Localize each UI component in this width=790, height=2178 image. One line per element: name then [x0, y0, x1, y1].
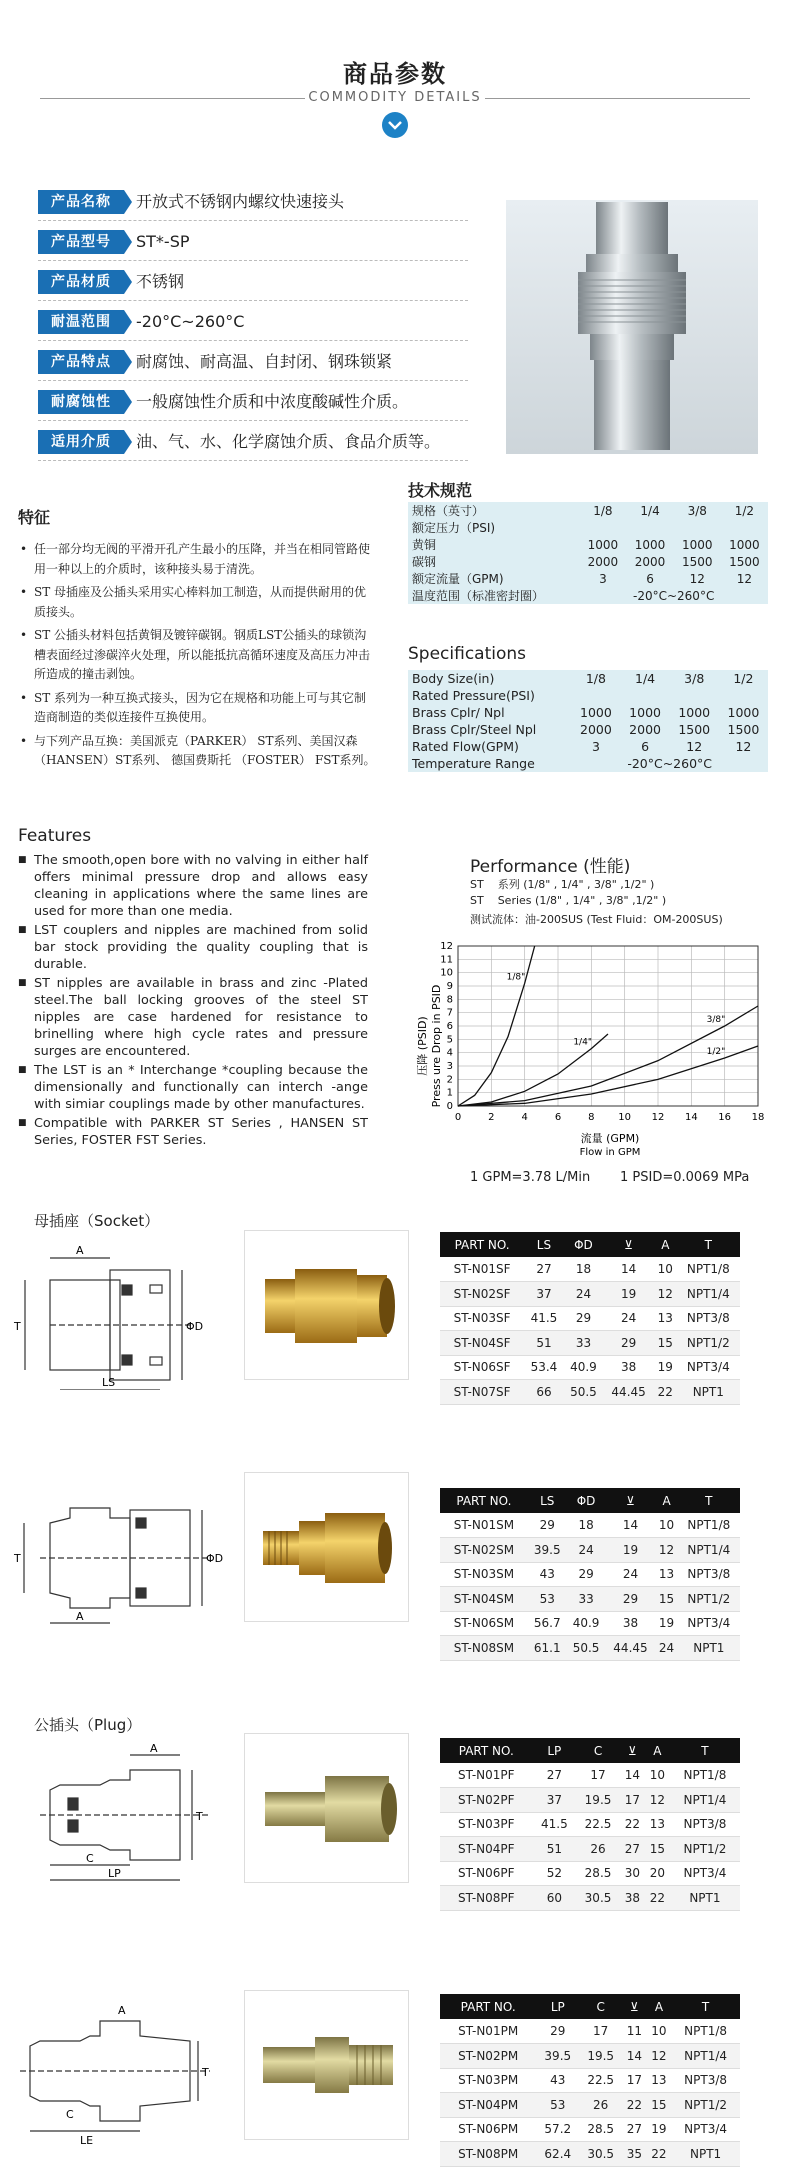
table-row [440, 2142, 740, 2167]
table-cell: 38 [603, 1355, 654, 1380]
table-cell: 22 [647, 2142, 672, 2167]
list-item: ■ The LST is an * Interchange *coupling because the dimensionally and functionally can interch -ange with simiar couplings made by other manufactures. [18, 1062, 368, 1113]
table-cell: 40.9 [564, 1355, 604, 1380]
table-cell: 37 [524, 1282, 564, 1307]
socket-section-title: 母插座（Socket） [34, 1212, 160, 1230]
info-tag-media: 适用介质 [38, 430, 124, 454]
plug-female-table: PART NO. LP C ⊻ A T ST-N01PF 27 17 14 10 NPT1/8 ST-N02PF 37 19.5 17 12 NPT1/4 ST-N03PF 41.5 22.5 22 13 NPT3/8 ST-N04PF 51 26 27 15 NPT1/2 ST-N06PF 52 28.5 30 20 NPT3/4 ST-N08PF 60 30.5 38 22 NPT1 [440, 1738, 740, 1911]
table-cell: ST-N01PF [440, 1763, 533, 1788]
table-cell: NPT1/8 [678, 1513, 740, 1538]
table-cell: 22.5 [576, 1812, 620, 1837]
list-item: • 与下列产品互换：美国派克（PARKER） ST系列、美国汉森 （HANSEN）ST系列、 德国费斯托 （FOSTER） FST系列。 [18, 732, 378, 771]
socket-female-drawing [10, 1240, 240, 1390]
table-cell: 22 [645, 1886, 670, 1911]
table-row [440, 1788, 740, 1813]
chart-ylabel-cn: 压降 (PSID) [416, 1016, 429, 1076]
table-cell: 12 [647, 2044, 672, 2069]
table-cell: 13 [645, 1812, 670, 1837]
features-en-title: Features [18, 826, 92, 846]
socket-female-table: PART NO. LS ΦD ⊻ A T ST-N01SF 27 18 14 10 NPT1/8 ST-N02SF 37 24 19 12 NPT1/4 ST-N03SF 41.5 29 24 13 NPT3/8 ST-N04SF 51 33 29 15 NPT1/2 ST-N06SF 53.4 40.9 38 19 NPT3/4 ST-N07SF 66 50.5 44.45 22 NPT1 [440, 1232, 740, 1405]
chevron-down-icon [382, 112, 408, 138]
svg-text:ΦD: ΦD [186, 1320, 204, 1333]
x-tick-label: 14 [684, 1112, 698, 1123]
table-cell: NPT1/4 [678, 1538, 740, 1563]
table-cell: NPT1 [671, 2142, 740, 2167]
series-label: 3/8" [706, 1015, 726, 1025]
info-tag-material: 产品材质 [38, 270, 124, 294]
spec-cn-table: 规格（英寸） 1/8 1/4 3/8 1/2 额定压力（PSI) 黄铜 1000 1000 1000 1000 碳钢 2000 2000 1500 1500 额定流量（GPM) 3 6 12 12 温度范围（标准密封圈） -20°C~260°C [408, 502, 768, 604]
table-cell: 22.5 [579, 2068, 622, 2093]
table-cell: NPT1/8 [671, 2019, 740, 2044]
table-row [440, 1763, 740, 1788]
series-label: 1/4" [573, 1037, 592, 1048]
table-cell: 13 [655, 1562, 677, 1587]
table-cell: NPT3/4 [671, 2117, 740, 2142]
table-row [440, 1587, 740, 1612]
table-cell: 15 [654, 1331, 677, 1356]
socket-male-drawing [10, 1478, 240, 1628]
plug-male-table: PART NO. LP C ⊻ A T ST-N01PM 29 17 11 10 NPT1/8 ST-N02PM 39.5 19.5 14 12 NPT1/4 ST-N03PM 43 22.5 17 13 NPT3/8 ST-N04PM 53 26 22 15 NPT1/2 ST-N06PM 57.2 28.5 27 19 NPT3/4 ST-N08PM 62.4 30.5 35 22 NPT1 [440, 1994, 740, 2167]
table-cell: NPT1/2 [671, 2093, 740, 2118]
list-item: ■ LST couplers and nipples are machined from solid bar stock providing the quality coupling that is durable. [18, 922, 368, 973]
table-cell: 17 [620, 1788, 645, 1813]
table-cell: 30 [620, 1861, 645, 1886]
table-cell: 10 [654, 1257, 677, 1282]
series-label: 1/2" [706, 1047, 726, 1057]
x-tick-label: 2 [488, 1112, 495, 1123]
table-row [440, 1837, 740, 1862]
socket-male-table: PART NO. LS ΦD ⊻ A T ST-N01SM 29 18 14 10 NPT1/8 ST-N02SM 39.5 24 19 12 NPT1/4 ST-N03SM 43 29 24 13 NPT3/8 ST-N04SM 53 33 29 15 NPT1/2 ST-N06SM 56.7 40.9 38 19 NPT3/4 ST-N08SM 61.1 50.5 44.45 24 NPT1 [440, 1488, 740, 1661]
table-row [440, 1861, 740, 1886]
table-cell: 52 [533, 1861, 577, 1886]
list-item: ■ The smooth,open bore with no valving in either half offers minimal pressure drop and allows easy cleaning in applications where the same lines are used for more than one media. [18, 852, 368, 920]
table-cell: 53.4 [524, 1355, 564, 1380]
table-cell: 19 [603, 1282, 654, 1307]
x-tick-label: 4 [521, 1112, 528, 1123]
series-label: 1/8" [506, 972, 526, 983]
table-cell: 15 [647, 2093, 672, 2118]
table-row [440, 1886, 740, 1911]
table-cell: 28.5 [579, 2117, 622, 2142]
table-cell: 15 [655, 1587, 677, 1612]
table-row [440, 1538, 740, 1563]
table-cell: 27 [620, 1837, 645, 1862]
table-cell: 28.5 [576, 1861, 620, 1886]
table-cell: NPT1 [677, 1380, 740, 1405]
table-cell: NPT1/4 [677, 1282, 740, 1307]
svg-text:A: A [118, 2004, 126, 2017]
table-cell: 26 [579, 2093, 622, 2118]
svg-text:T: T [14, 1320, 21, 1333]
table-cell: ST-N07SF [440, 1380, 524, 1405]
table-row [440, 1331, 740, 1356]
table-cell: ST-N06PM [440, 2117, 536, 2142]
x-tick-label: 18 [751, 1112, 765, 1123]
y-tick-label: 6 [446, 1021, 453, 1032]
table-cell: ST-N06SM [440, 1611, 528, 1636]
table-cell: 30.5 [576, 1886, 620, 1911]
plug-male-drawing [10, 1996, 240, 2146]
info-value-temp: -20°C~260°C [136, 312, 245, 331]
table-cell: 51 [524, 1331, 564, 1356]
table-cell: NPT1/2 [670, 1837, 740, 1862]
table-cell: ST-N03PF [440, 1812, 533, 1837]
table-cell: 19 [655, 1611, 677, 1636]
info-tag-temp: 耐温范围 [38, 310, 124, 334]
table-cell: ST-N01PM [440, 2019, 536, 2044]
table-row [440, 1282, 740, 1307]
y-tick-label: 3 [446, 1061, 453, 1072]
table-cell: 44.45 [606, 1636, 656, 1661]
table-cell: 27 [533, 1763, 577, 1788]
product-photo [506, 200, 758, 454]
table-cell: 24 [606, 1562, 656, 1587]
table-row [440, 1380, 740, 1405]
table-cell: 41.5 [524, 1306, 564, 1331]
table-cell: NPT3/8 [678, 1562, 740, 1587]
info-tag-features: 产品特点 [38, 350, 124, 374]
table-cell: 60 [533, 1886, 577, 1911]
divider [38, 380, 468, 381]
table-cell: 27 [524, 1257, 564, 1282]
table-cell: 53 [536, 2093, 579, 2118]
table-cell: 30.5 [579, 2142, 622, 2167]
svg-text:LS: LS [102, 1376, 116, 1389]
table-cell: 11 [622, 2019, 647, 2044]
socket-female-photo [244, 1230, 409, 1380]
svg-text:C: C [66, 2108, 74, 2121]
table-cell: NPT3/4 [678, 1611, 740, 1636]
table-cell: ST-N03SF [440, 1306, 524, 1331]
table-cell: NPT1/2 [677, 1331, 740, 1356]
info-tag-corrosion: 耐腐蚀性 [38, 390, 124, 414]
table-row [440, 2044, 740, 2069]
table-cell: 15 [645, 1837, 670, 1862]
plug-section-title: 公插头（Plug） [34, 1716, 142, 1734]
plug-female-photo [244, 1733, 409, 1883]
table-cell: 10 [655, 1513, 677, 1538]
table-cell: 20 [645, 1861, 670, 1886]
x-tick-label: 6 [554, 1112, 562, 1123]
features-en-list [18, 852, 368, 1151]
y-tick-label: 12 [440, 941, 453, 952]
chart-xlabel-cn: 流量 (GPM) [580, 1132, 640, 1145]
table-cell: 19 [606, 1538, 656, 1563]
performance-line1: ST 系列 (1/8" , 1/4" , 3/8" ,1/2" ) [470, 878, 655, 891]
table-cell: 12 [654, 1282, 677, 1307]
table-cell: 29 [603, 1331, 654, 1356]
y-tick-label: 11 [440, 954, 453, 966]
info-value-model: ST*-SP [136, 232, 190, 251]
table-cell: 18 [564, 1257, 604, 1282]
plug-male-photo [244, 1990, 409, 2140]
info-value-name: 开放式不锈钢内螺纹快速接头 [136, 192, 345, 211]
table-cell: 17 [576, 1763, 620, 1788]
table-cell: 12 [645, 1788, 670, 1813]
x-tick-label: 0 [454, 1112, 462, 1123]
table-cell: 18 [567, 1513, 606, 1538]
table-cell: 39.5 [536, 2044, 579, 2069]
x-tick-label: 8 [588, 1112, 595, 1123]
table-cell: 39.5 [528, 1538, 567, 1563]
table-cell: 22 [620, 1812, 645, 1837]
table-cell: NPT1/8 [677, 1257, 740, 1282]
table-cell: ST-N04SM [440, 1587, 528, 1612]
table-cell: 53 [528, 1587, 567, 1612]
table-cell: ST-N06PF [440, 1861, 533, 1886]
table-cell: NPT1 [670, 1886, 740, 1911]
divider [38, 260, 468, 261]
table-cell: NPT3/8 [670, 1812, 740, 1837]
table-row [440, 2068, 740, 2093]
performance-line2: ST Series (1/8" , 1/4" , 3/8" ,1/2" ) [470, 894, 667, 907]
table-cell: 41.5 [533, 1812, 577, 1837]
info-value-features: 耐腐蚀、耐高温、自封闭、钢珠锁紧 [136, 352, 393, 371]
y-tick-label: 2 [446, 1074, 453, 1086]
table-cell: 26 [576, 1837, 620, 1862]
table-cell: 56.7 [528, 1611, 567, 1636]
table-cell: 33 [564, 1331, 604, 1356]
list-item: • ST 公插头材料包括黄铜及镀锌碳钢。钢质LST公插头的球锁沟槽表面经过渗碳淬火处理，所以能抵抗高循环速度及高压力冲击所造成的撞击剥蚀。 [18, 626, 378, 685]
list-item: • ST 系列为一种互换式接头，因为它在规格和功能上可与其它制造商制造的类似连接件互换使用。 [18, 689, 378, 728]
svg-text:T: T [14, 1552, 21, 1565]
table-cell: NPT1/8 [670, 1763, 740, 1788]
divider [38, 340, 468, 341]
table-row [440, 1812, 740, 1837]
table-cell: NPT1/2 [678, 1587, 740, 1612]
table-cell: 51 [533, 1837, 577, 1862]
table-cell: 13 [654, 1306, 677, 1331]
table-row [440, 2019, 740, 2044]
table-cell: ST-N01SF [440, 1257, 524, 1282]
svg-text:A: A [150, 1742, 158, 1755]
table-cell: 22 [654, 1380, 677, 1405]
table-cell: 57.2 [536, 2117, 579, 2142]
table-cell: ST-N08PM [440, 2142, 536, 2167]
table-cell: ST-N02PF [440, 1788, 533, 1813]
table-cell: 12 [655, 1538, 677, 1563]
table-cell: NPT1 [678, 1636, 740, 1661]
table-cell: 24 [603, 1306, 654, 1331]
y-tick-label: 8 [446, 994, 453, 1006]
y-tick-label: 7 [446, 1007, 453, 1019]
table-cell: 10 [647, 2019, 672, 2044]
list-item: ■ ST nipples are available in brass and zinc -Plated steel.The ball locking grooves of the steel ST nipples are case hardened for resistance to brinelling where high cycle rates and pressure surges are encountered. [18, 975, 368, 1060]
table-cell: ST-N06SF [440, 1355, 524, 1380]
table-cell: 29 [564, 1306, 604, 1331]
spec-cn-title: 技术规范 [408, 481, 473, 500]
features-cn-title: 特征 [18, 508, 51, 527]
divider [38, 220, 468, 221]
table-cell: NPT1/4 [671, 2044, 740, 2069]
table-cell: 50.5 [567, 1636, 606, 1661]
table-cell: ST-N08SM [440, 1636, 528, 1661]
table-cell: ST-N02SF [440, 1282, 524, 1307]
table-cell: 17 [622, 2068, 647, 2093]
list-item: • ST 母插座及公插头采用实心棒料加工制造，从而提供耐用的优质接头。 [18, 583, 378, 622]
table-cell: 61.1 [528, 1636, 567, 1661]
svg-text:T: T [202, 2066, 209, 2079]
y-tick-label: 1 [446, 1087, 453, 1099]
table-row [440, 1513, 740, 1538]
table-row [440, 1355, 740, 1380]
table-cell: ST-N01SM [440, 1513, 528, 1538]
table-cell: NPT3/4 [677, 1355, 740, 1380]
socket-male-photo [244, 1472, 409, 1622]
performance-line3: 测试流体：油-200SUS (Test Fluid：OM-200SUS) [470, 913, 723, 926]
chart-xlabel-en: Flow in GPM [579, 1147, 641, 1156]
features-cn-list [18, 540, 378, 775]
svg-text:LE: LE [80, 2134, 94, 2146]
y-tick-label: 4 [446, 1047, 453, 1059]
table-cell: NPT3/8 [677, 1306, 740, 1331]
table-cell: 38 [620, 1886, 645, 1911]
performance-chart [410, 926, 780, 1156]
spec-en-title: Specifications [408, 644, 527, 664]
y-tick-label: 9 [446, 981, 453, 992]
divider [38, 420, 468, 421]
divider [38, 300, 468, 301]
list-item: ■ Compatible with PARKER ST Series , HANSEN ST Series, FOSTER FST Series. [18, 1115, 368, 1149]
svg-text:A: A [76, 1244, 84, 1257]
table-cell: ST-N03SM [440, 1562, 528, 1587]
table-cell: 50.5 [564, 1380, 604, 1405]
table-row [440, 1562, 740, 1587]
page-title: 商品参数 [343, 60, 447, 88]
table-row [440, 1257, 740, 1282]
list-item: • 任一部分均无阀的平滑开孔产生最小的压降，并当在相同管路使用一种以上的介质时，该种接头易于清洗。 [18, 540, 378, 579]
table-cell: ST-N04SF [440, 1331, 524, 1356]
table-cell: 35 [622, 2142, 647, 2167]
svg-text:LP: LP [108, 1867, 121, 1880]
info-tag-model: 产品型号 [38, 230, 124, 254]
table-cell: ST-N03PM [440, 2068, 536, 2093]
table-cell: 43 [536, 2068, 579, 2093]
x-tick-label: 16 [718, 1112, 732, 1123]
table-cell: 19.5 [576, 1788, 620, 1813]
table-row [440, 2117, 740, 2142]
table-cell: 44.45 [603, 1380, 654, 1405]
table-cell: ST-N04PF [440, 1837, 533, 1862]
table-row [440, 1636, 740, 1661]
table-cell: 29 [536, 2019, 579, 2044]
table-cell: ST-N08PF [440, 1886, 533, 1911]
table-cell: 37 [533, 1788, 577, 1813]
table-cell: 19.5 [579, 2044, 622, 2069]
info-value-corrosion: 一般腐蚀性介质和中浓度酸碱性介质。 [136, 392, 409, 411]
svg-text:A: A [76, 1610, 84, 1623]
x-tick-label: 12 [651, 1112, 665, 1123]
y-tick-label: 0 [446, 1101, 453, 1112]
table-cell: ST-N02PM [440, 2044, 536, 2069]
table-cell: 14 [606, 1513, 656, 1538]
table-cell: NPT3/4 [670, 1861, 740, 1886]
conversion-gpm: 1 GPM=3.78 L/Min [470, 1170, 591, 1185]
info-value-material: 不锈钢 [136, 272, 185, 291]
table-cell: 13 [647, 2068, 672, 2093]
table-cell: ST-N04PM [440, 2093, 536, 2118]
table-row [440, 1611, 740, 1636]
page-subtitle: COMMODITY DETAILS [308, 90, 482, 105]
y-tick-label: 10 [440, 967, 453, 979]
plug-female-drawing [10, 1740, 240, 1890]
y-tick-label: 5 [446, 1034, 453, 1046]
table-cell: 40.9 [567, 1611, 606, 1636]
table-row [440, 2093, 740, 2118]
table-cell: 29 [606, 1587, 656, 1612]
table-cell: 29 [528, 1513, 567, 1538]
table-cell: 24 [655, 1636, 677, 1661]
table-cell: 10 [645, 1763, 670, 1788]
svg-text:T: T [196, 1810, 203, 1823]
table-cell: 38 [606, 1611, 656, 1636]
table-cell: 29 [567, 1562, 606, 1587]
chart-ylabel-en: Press ure Drop in PSID [430, 984, 443, 1108]
performance-title: Performance (性能) [470, 857, 631, 877]
table-cell: ST-N02SM [440, 1538, 528, 1563]
info-value-media: 油、气、水、化学腐蚀介质、食品介质等。 [136, 432, 441, 451]
divider [38, 460, 468, 461]
table-cell: 14 [603, 1257, 654, 1282]
table-cell: 27 [622, 2117, 647, 2142]
table-cell: 33 [567, 1587, 606, 1612]
table-cell: 62.4 [536, 2142, 579, 2167]
table-cell: 24 [564, 1282, 604, 1307]
table-cell: 22 [622, 2093, 647, 2118]
table-row [440, 1306, 740, 1331]
table-cell: 43 [528, 1562, 567, 1587]
table-cell: 14 [622, 2044, 647, 2069]
table-cell: NPT1/4 [670, 1788, 740, 1813]
table-cell: 19 [647, 2117, 672, 2142]
svg-text:C: C [86, 1852, 94, 1865]
table-cell: 19 [654, 1355, 677, 1380]
svg-text:ΦD: ΦD [206, 1552, 224, 1565]
table-cell: 24 [567, 1538, 606, 1563]
table-cell: 14 [620, 1763, 645, 1788]
x-tick-label: 10 [618, 1112, 632, 1123]
spec-en-table: Body Size(in) 1/8 1/4 3/8 1/2 Rated Pressure(PSI) Brass Cplr/ Npl 1000 1000 1000 1000 Brass Cplr/Steel Npl 2000 2000 1500 1500 Rated Flow(GPM) 3 6 12 12 Temperature Range -20°C~260°C [408, 670, 768, 772]
table-cell: 17 [579, 2019, 622, 2044]
conversion-psid: 1 PSID=0.0069 MPa [620, 1170, 750, 1185]
table-cell: 66 [524, 1380, 564, 1405]
info-tag-name: 产品名称 [38, 190, 124, 214]
table-cell: NPT3/8 [671, 2068, 740, 2093]
